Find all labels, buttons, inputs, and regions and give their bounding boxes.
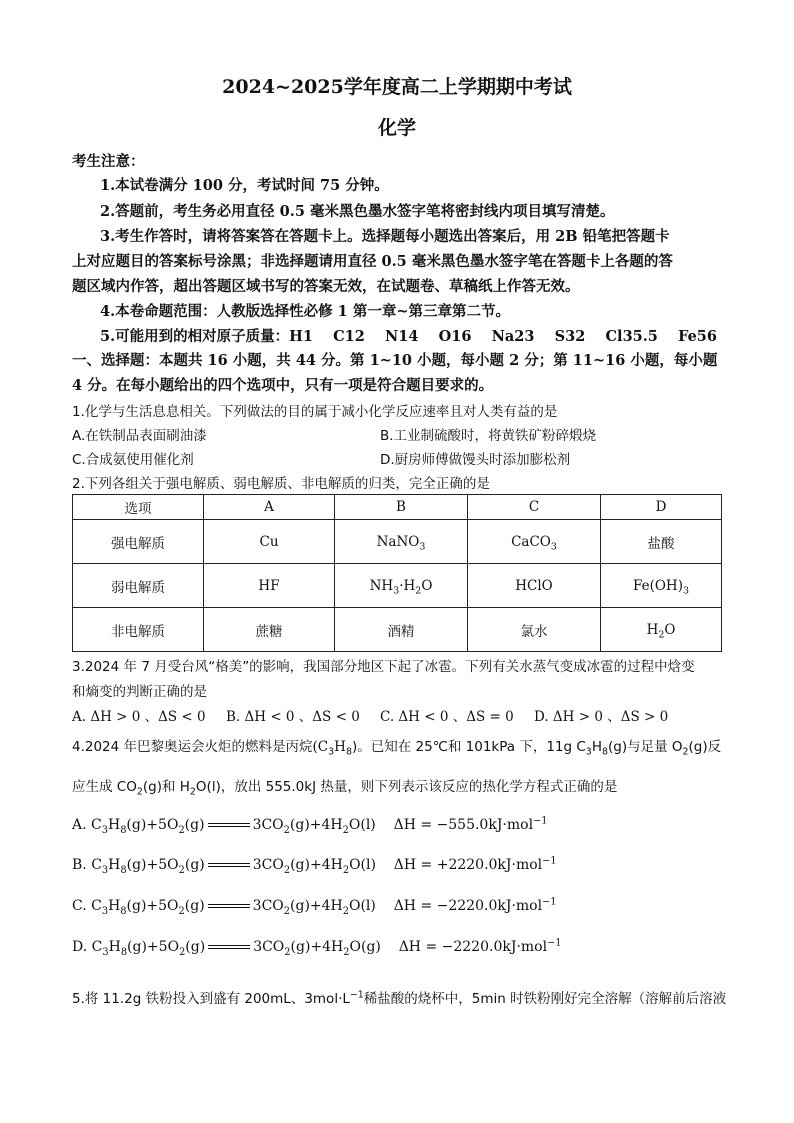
header-cell: C	[468, 495, 601, 520]
notice-item: 1.本试卷满分 100 分，考试时间 75 分钟。	[100, 177, 389, 194]
table-cell: 酒精	[335, 608, 468, 652]
table-cell: Cu	[204, 520, 335, 564]
row-label: 弱电解质	[73, 564, 204, 608]
option-c: C.合成氨使用催化剂	[72, 452, 194, 468]
notice-item: 上对应题目的答案标号涂黑；非选择题请用直径 0.5 毫米黑色墨水签字笔在答题卡上各题的答	[72, 253, 673, 270]
header-cell: A	[204, 495, 335, 520]
classification-table	[72, 494, 722, 652]
table-row	[73, 520, 722, 564]
table-row	[73, 564, 722, 608]
option-a: A.在铁制品表面刷油漆	[72, 428, 207, 444]
table-header-row	[73, 495, 722, 520]
table-cell: $NH_3\cdot H_2O$	[335, 564, 468, 608]
section-heading: 一、选择题：本题共 16 小题，共 44 分。第 1~10 小题，每小题 2 分；第 11~16 小题，每小题	[72, 352, 718, 369]
question-stem: 和熵变的判断正确的是	[72, 684, 207, 700]
notice-heading: 考生注意：	[72, 153, 145, 170]
row-label: 非电解质	[73, 608, 204, 652]
header-cell: D	[601, 495, 722, 520]
table-cell: CaCO$_3$	[468, 520, 601, 564]
notice-item: 4.本卷命题范围：人教版选择性必修 1 第一章~第三章第二节。	[100, 303, 510, 320]
table-cell: 氯水	[468, 608, 601, 652]
option-d: D. ΔH > 0 、ΔS > 0	[534, 709, 669, 725]
option-c: C. ΔH < 0 、ΔS = 0	[380, 709, 514, 725]
option-a: A. ΔH > 0 、ΔS < 0	[72, 709, 206, 725]
notice-item: 题区域内作答，超出答题区域书写的答案无效，在试题卷、草稿纸上作答无效。	[72, 278, 580, 295]
equation-option-d: D. $C_3H_8(g)+5O_2(g)$ $3CO_2(g)+4H_2O(g)$ ΔH = −2220.0kJ·mol$^{-1}$	[72, 937, 562, 958]
equals-arrow	[208, 863, 250, 867]
equation-option-b: B. $C_3H_8(g)+5O_2(g)$ $3CO_2(g)+4H_2O(l)$ ΔH = +2220.0kJ·mol$^{-1}$	[72, 855, 557, 876]
row-label: 强电解质	[73, 520, 204, 564]
equals-arrow	[208, 945, 250, 949]
table-cell: 盐酸	[601, 520, 722, 564]
table-cell: HClO	[468, 564, 601, 608]
question-stem: 2.下列各组关于强电解质、弱电解质、非电解质的归类，完全正确的是	[72, 476, 490, 492]
option-b: B.工业制硫酸时，将黄铁矿粉碎煅烧	[380, 428, 597, 444]
option-d: D.厨房师傅做馒头时添加膨松剂	[380, 452, 571, 468]
question-stem: 4.2024 年巴黎奥运会火炬的燃料是丙烷$(C_3H_8)$。已知在 25℃和 101kPa 下，11g $C_3H_8(g)$与足量 $O_2(g)$反	[72, 739, 722, 758]
question-stem: 5.将 11.2g 铁粉投入到盛有 200mL、$3mol\cdot L^{-1}$稀盐酸的烧杯中，5min 时铁粉刚好完全溶解（溶解前后溶液	[72, 989, 727, 1007]
notice-item: 5.可能用到的相对原子质量：H1 C12 N14 O16 Na23 S32 Cl35.5 Fe56	[100, 328, 717, 345]
header-cell: B	[335, 495, 468, 520]
table-cell: $Fe(OH)_3$	[601, 564, 722, 608]
table-row	[73, 608, 722, 652]
equals-arrow	[208, 823, 250, 827]
table-cell: 蔗糖	[204, 608, 335, 652]
table-cell: HF	[204, 564, 335, 608]
question-stem: 应生成 $CO_2(g)$和 $H_2O(l)$，放出 555.0kJ 热量，则下列表示该反应的热化学方程式正确的是	[72, 779, 618, 798]
exam-title: 2024~2025学年度高二上学期期中考试	[222, 76, 572, 98]
equals-arrow	[208, 904, 250, 908]
section-heading: 4 分。在每小题给出的四个选项中，只有一项是符合题目要求的。	[72, 377, 494, 394]
table-cell: $H_2O$	[601, 608, 722, 652]
equation-option-a: A. $C_3H_8(g)+5O_2(g)$ $3CO_2(g)+4H_2O(l)$ ΔH = −555.0kJ·mol$^{-1}$	[72, 815, 548, 836]
question-stem: 3.2024 年 7 月受台风“格美”的影响，我国部分地区下起了冰雹。下列有关水蒸气变成冰雹的过程中焓变	[72, 659, 695, 675]
notice-item: 3.考生作答时，请将答案答在答题卡上。选择题每小题选出答案后，用 2B 铅笔把答题卡	[100, 228, 670, 245]
equation-option-c: C. $C_3H_8(g)+5O_2(g)$ $3CO_2(g)+4H_2O(l)$ ΔH = −2220.0kJ·mol$^{-1}$	[72, 896, 557, 917]
option-b: B. ΔH < 0 、ΔS < 0	[226, 709, 360, 725]
table-cell: NaNO$_3$	[335, 520, 468, 564]
notice-item: 2.答题前，考生务必用直径 0.5 毫米黑色墨水签字笔将密封线内项目填写清楚。	[100, 203, 615, 220]
subject-title: 化学	[377, 117, 416, 139]
header-cell: 选项	[73, 495, 204, 520]
question-stem: 1.化学与生活息息相关。下列做法的目的属于减小化学反应速率且对人类有益的是	[72, 404, 558, 420]
